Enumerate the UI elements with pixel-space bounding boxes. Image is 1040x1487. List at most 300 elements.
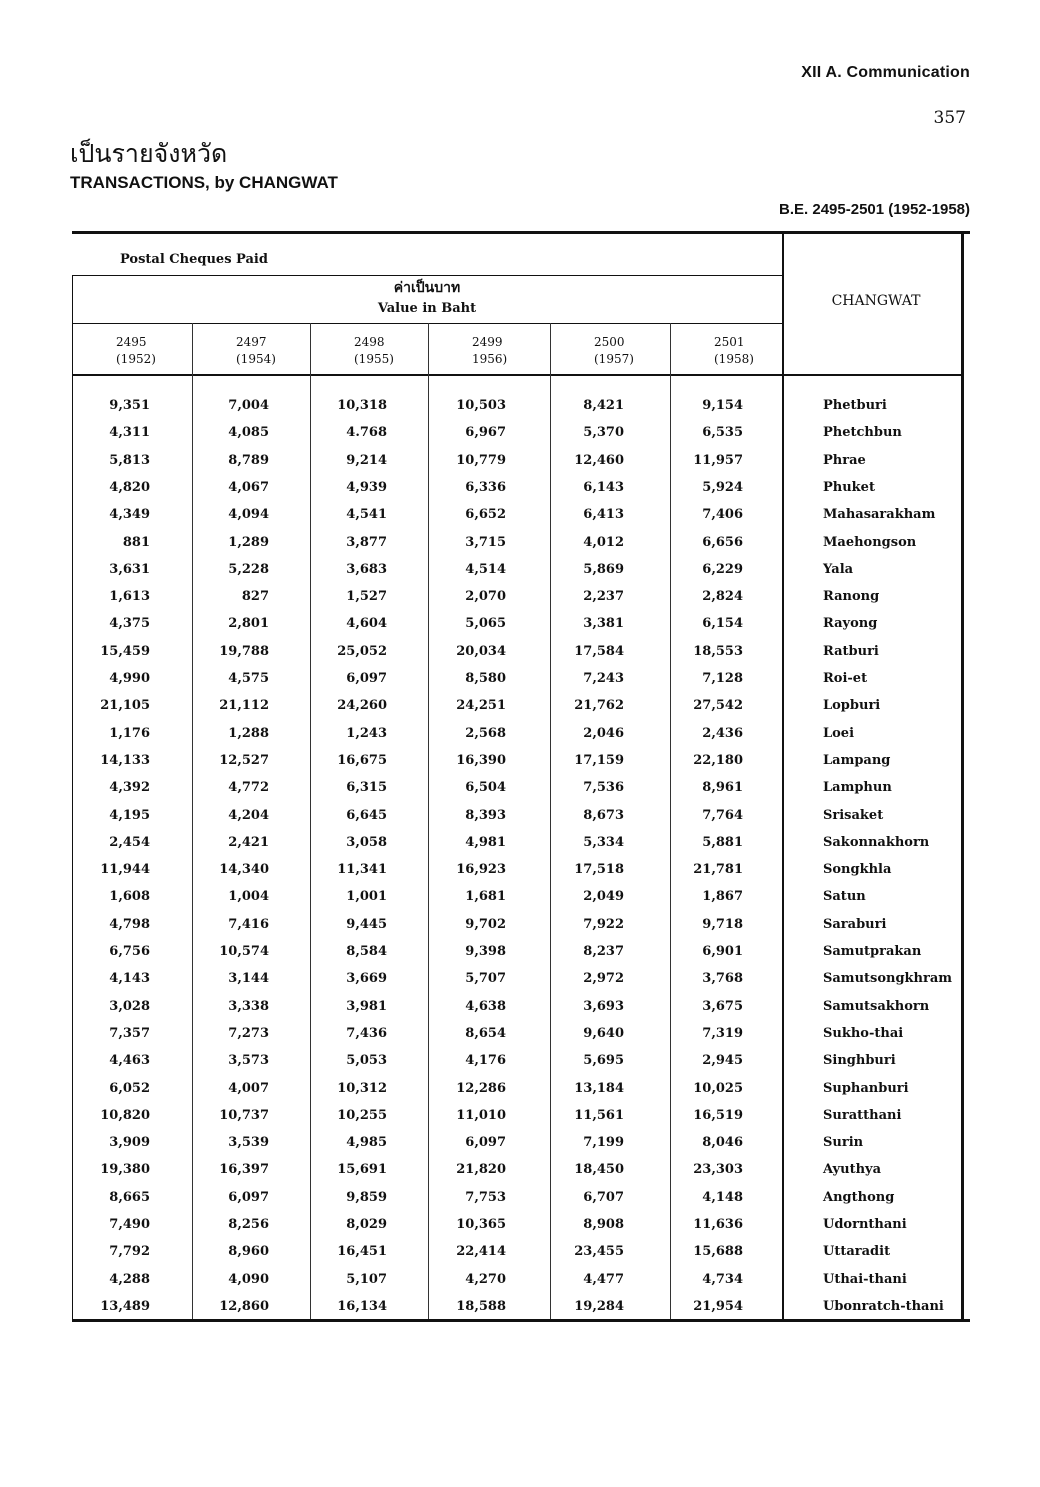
- table-row: [72, 831, 970, 858]
- value-cell: 6,143: [583, 479, 624, 495]
- value-cell: 827: [241, 589, 269, 605]
- table-row: [72, 1186, 970, 1213]
- value-cell: 9,859: [346, 1189, 387, 1205]
- value-cell: 16,451: [337, 1244, 387, 1260]
- value-cell: 21,112: [219, 698, 269, 714]
- table-row: [72, 694, 970, 721]
- value-cell: 1,527: [346, 589, 387, 605]
- value-cell: 4,094: [228, 507, 269, 523]
- value-cell: 11,944: [100, 862, 150, 878]
- table-row: [72, 558, 970, 585]
- table-row: [72, 1049, 970, 1076]
- value-cell: 15,691: [337, 1162, 387, 1178]
- value-cell: 6,097: [465, 1135, 506, 1151]
- table-row: [72, 1268, 970, 1295]
- year-header: [354, 334, 394, 368]
- value-cell: 9,445: [346, 916, 387, 932]
- value-cell: 11,636: [693, 1217, 743, 1232]
- table-row: [72, 885, 970, 912]
- table-row: [72, 749, 970, 776]
- value-cell: 21,954: [693, 1298, 743, 1314]
- value-cell: 7,128: [702, 671, 743, 686]
- value-cell: 2,801: [228, 616, 269, 632]
- changwat-name: Songkhla: [823, 862, 892, 878]
- value-cell: 7,490: [109, 1217, 150, 1232]
- year-ce: (1958): [714, 352, 754, 366]
- value-cell: 10,820: [100, 1107, 150, 1123]
- value-cell: 3,631: [109, 561, 150, 577]
- value-cell: 8,393: [465, 807, 506, 823]
- value-cell: 4,939: [346, 479, 387, 495]
- value-cell: 4,148: [702, 1189, 743, 1205]
- value-cell: 4,204: [228, 807, 269, 823]
- value-cell: 3,675: [702, 998, 743, 1014]
- table-row: [72, 1077, 970, 1104]
- year-be: 2495: [116, 335, 147, 349]
- value-cell: 18,450: [574, 1162, 624, 1178]
- changwat-name: Uthai-thani: [823, 1271, 907, 1287]
- value-cell: 4,375: [109, 616, 150, 632]
- value-in-baht-label: Value in Baht: [377, 301, 477, 316]
- changwat-name: Phetchbun: [823, 425, 902, 441]
- value-cell: 6,967: [465, 425, 506, 441]
- value-cell: 4,604: [346, 616, 387, 632]
- value-cell: 25,052: [337, 643, 387, 659]
- changwat-name: Sukho-thai: [823, 1025, 904, 1041]
- value-cell: 1,613: [109, 589, 150, 605]
- value-cell: 21,781: [693, 862, 743, 878]
- changwat-name: Angthong: [823, 1189, 895, 1205]
- changwat-name: Ranong: [823, 589, 880, 605]
- value-cell: 6,535: [702, 425, 743, 441]
- value-cell: 10,779: [456, 452, 506, 468]
- value-cell: 17,518: [574, 862, 624, 878]
- value-cell: 4,392: [109, 780, 150, 796]
- value-cell: 4,985: [346, 1135, 387, 1151]
- value-cell: 3,144: [228, 971, 269, 987]
- value-cell: 7,753: [465, 1189, 506, 1205]
- value-cell: 9,718: [702, 916, 743, 932]
- value-cell: 8,960: [228, 1244, 269, 1260]
- value-cell: 16,675: [337, 752, 387, 768]
- value-cell: 16,519: [693, 1107, 743, 1123]
- table-top-rule: [72, 231, 970, 234]
- changwat-name: Surin: [823, 1135, 864, 1151]
- changwat-name: Ratburi: [823, 643, 879, 659]
- table-row: [72, 804, 970, 831]
- value-cell: 1,004: [228, 889, 269, 905]
- value-cell: 2,421: [228, 834, 269, 850]
- value-cell: 8,961: [702, 780, 743, 796]
- value-cell: 6,652: [465, 507, 506, 523]
- value-cell: 1,289: [228, 534, 269, 550]
- table-row: [72, 476, 970, 503]
- year-be: 2501: [714, 335, 745, 349]
- year-be: 2498: [354, 335, 385, 349]
- table-row: [72, 967, 970, 994]
- table-row: [72, 1022, 970, 1049]
- value-cell: 7,273: [228, 1025, 269, 1041]
- value-cell: 4,463: [109, 1053, 150, 1069]
- year-ce: (1955): [354, 352, 394, 366]
- value-cell: 4,798: [109, 916, 150, 932]
- value-cell: 9,640: [583, 1025, 624, 1041]
- changwat-name: Sakonnakhorn: [823, 834, 930, 850]
- value-cell: 11,010: [456, 1107, 506, 1123]
- value-cell: 10,365: [456, 1217, 506, 1232]
- changwat-name: Phuket: [823, 479, 875, 495]
- value-cell: 4,311: [109, 425, 150, 441]
- value-cell: 11,957: [693, 452, 743, 468]
- value-cell: 2,945: [702, 1053, 743, 1069]
- changwat-name: Uttaradit: [823, 1244, 891, 1260]
- value-cell: 8,584: [346, 944, 387, 959]
- table-row: [72, 503, 970, 530]
- table-row: [72, 995, 970, 1022]
- changwat-name: Suphanburi: [823, 1080, 909, 1096]
- value-cell: 4,349: [109, 507, 150, 523]
- value-cell: 4,270: [465, 1271, 506, 1287]
- table-row: [72, 640, 970, 667]
- value-cell: 9,214: [346, 452, 387, 468]
- value-cell: 22,180: [693, 752, 743, 768]
- value-cell: 17,584: [574, 643, 624, 659]
- value-cell: 5,869: [583, 561, 624, 577]
- value-cell: 21,762: [574, 698, 624, 714]
- table-row: [72, 913, 970, 940]
- value-cell: 6,504: [465, 780, 506, 796]
- table-row: [72, 1240, 970, 1267]
- header-rule-3: [72, 374, 962, 376]
- changwat-name: Satun: [823, 889, 866, 905]
- value-cell: 2,972: [583, 971, 624, 987]
- value-cell: 7,357: [109, 1025, 150, 1041]
- value-cell: 9,398: [465, 944, 506, 959]
- year-header: [116, 334, 156, 368]
- value-cell: 5,053: [346, 1053, 387, 1069]
- value-cell: 14,340: [219, 862, 269, 878]
- value-cell: 12,460: [574, 452, 624, 468]
- value-cell: 1,176: [109, 725, 150, 741]
- value-cell: 10,025: [693, 1080, 743, 1096]
- value-cell: 2,070: [465, 589, 506, 605]
- value-cell: 7,319: [702, 1025, 743, 1041]
- value-cell: 3,669: [346, 971, 387, 987]
- value-cell: 11,561: [574, 1107, 624, 1123]
- value-cell: 1,608: [109, 889, 150, 905]
- value-cell: 12,286: [456, 1080, 506, 1096]
- value-cell: 10,255: [337, 1107, 387, 1123]
- value-cell: 10,318: [337, 398, 387, 413]
- value-cell: 3,381: [583, 616, 624, 632]
- value-cell: 12,860: [219, 1298, 269, 1314]
- table-row: [72, 940, 970, 967]
- table-row: [72, 1213, 970, 1240]
- table-row: [72, 394, 970, 421]
- value-cell: 8,256: [228, 1217, 269, 1232]
- value-cell: 2,824: [702, 589, 743, 605]
- table-row: [72, 612, 970, 639]
- value-cell: 4,007: [228, 1080, 269, 1096]
- value-cell: 6,656: [702, 534, 743, 550]
- value-cell: 8,654: [465, 1025, 506, 1041]
- value-cell: 2,436: [702, 725, 743, 741]
- value-cell: 3,715: [465, 534, 506, 550]
- section-heading: XII A. Communication: [801, 64, 970, 81]
- changwat-name: Phetburi: [823, 398, 887, 413]
- value-cell: 9,154: [702, 398, 743, 413]
- value-cell: 10,312: [337, 1080, 387, 1096]
- table-row: [72, 531, 970, 558]
- value-cell: 6,229: [702, 561, 743, 577]
- value-cell: 4,012: [583, 534, 624, 550]
- changwat-name: Samutsongkhram: [823, 971, 953, 987]
- value-cell: 2,046: [583, 725, 624, 741]
- value-cell: 4,772: [228, 780, 269, 796]
- value-cell: 7,792: [109, 1244, 150, 1260]
- value-cell: 4.768: [346, 425, 387, 441]
- value-cell: 5,228: [228, 561, 269, 577]
- value-cell: 2,568: [465, 725, 506, 741]
- table-row: [72, 667, 970, 694]
- value-cell: 8,673: [583, 807, 624, 823]
- value-cell: 5,065: [465, 616, 506, 632]
- thai-title: เป็นรายจังหวัด: [70, 139, 228, 168]
- value-cell: 15,459: [100, 643, 150, 659]
- value-cell: 7,243: [583, 671, 624, 686]
- header-rule-2: [72, 323, 782, 324]
- changwat-header: CHANGWAT: [831, 293, 921, 309]
- changwat-name: Samutprakan: [823, 944, 922, 959]
- changwat-name: Maehongson: [823, 534, 917, 550]
- value-cell: 4,514: [465, 561, 506, 577]
- value-cell: 6,413: [583, 507, 624, 523]
- value-cell: 8,580: [465, 671, 506, 686]
- value-cell: 7,416: [228, 916, 269, 932]
- value-cell: 4,981: [465, 834, 506, 850]
- value-cell: 3,338: [228, 998, 269, 1014]
- value-cell: 13,184: [574, 1080, 624, 1096]
- changwat-name: Lopburi: [823, 698, 881, 714]
- value-cell: 6,097: [228, 1189, 269, 1205]
- changwat-name: Saraburi: [823, 916, 887, 932]
- value-cell: 4,575: [228, 671, 269, 686]
- changwat-name: Singhburi: [823, 1053, 896, 1069]
- changwat-name: Srisaket: [823, 807, 884, 823]
- value-cell: 19,284: [574, 1298, 624, 1314]
- value-cell: 16,134: [337, 1298, 387, 1314]
- changwat-name: Yala: [823, 561, 854, 577]
- year-header: [594, 334, 634, 368]
- value-cell: 4,990: [109, 671, 150, 686]
- year-ce: (1957): [594, 352, 634, 366]
- value-cell: 7,536: [583, 780, 624, 796]
- value-cell: 1,243: [346, 725, 387, 741]
- table-row: [72, 585, 970, 612]
- value-cell: 2,454: [109, 834, 150, 850]
- value-cell: 6,645: [346, 807, 387, 823]
- value-cell: 3,909: [109, 1135, 150, 1151]
- table-row: [72, 1131, 970, 1158]
- value-cell: 4,085: [228, 425, 269, 441]
- changwat-name: Rayong: [823, 616, 878, 632]
- value-cell: 3,539: [228, 1135, 269, 1151]
- changwat-name: Samutsakhorn: [823, 998, 930, 1014]
- value-cell: 8,046: [702, 1135, 743, 1151]
- value-cell: 19,380: [100, 1162, 150, 1178]
- value-cell: 6,052: [109, 1080, 150, 1096]
- value-cell: 15,688: [693, 1244, 743, 1260]
- header-rule-1: [72, 275, 782, 276]
- table-row: [72, 1158, 970, 1185]
- changwat-name: Ubonratch-thani: [823, 1298, 944, 1314]
- value-cell: 21,820: [456, 1162, 506, 1178]
- value-cell: 18,553: [693, 643, 743, 659]
- value-cell: 5,370: [583, 425, 624, 441]
- changwat-name: Roi-et: [823, 671, 868, 686]
- value-cell: 12,527: [219, 752, 269, 768]
- value-cell: 20,034: [456, 643, 506, 659]
- table-row: [72, 449, 970, 476]
- changwat-name: Udornthani: [823, 1217, 907, 1232]
- page-title: TRANSACTIONS, by CHANGWAT: [70, 173, 338, 192]
- value-cell: 14,133: [100, 752, 150, 768]
- value-cell: 5,881: [702, 834, 743, 850]
- period-label: B.E. 2495-2501 (1952-1958): [779, 201, 970, 218]
- value-cell: 9,351: [109, 398, 150, 413]
- value-cell: 11,341: [337, 862, 387, 878]
- value-cell: 6,756: [109, 944, 150, 959]
- value-cell: 10,574: [219, 944, 269, 959]
- value-cell: 7,004: [228, 398, 269, 413]
- value-cell: 6,315: [346, 780, 387, 796]
- value-cell: 4,638: [465, 998, 506, 1014]
- year-be: 2500: [594, 335, 625, 349]
- year-be: 2499: [472, 335, 503, 349]
- value-cell: 1,681: [465, 889, 506, 905]
- changwat-name: Mahasarakham: [823, 507, 936, 523]
- value-cell: 6,901: [702, 944, 743, 959]
- value-cell: 5,107: [346, 1271, 387, 1287]
- value-cell: 18,588: [456, 1298, 506, 1314]
- changwat-name: Lampang: [823, 752, 891, 768]
- value-cell: 21,105: [100, 698, 150, 714]
- value-cell: 9,702: [465, 916, 506, 932]
- thai-value-label: ค่าเป็นบาท: [393, 280, 461, 296]
- value-cell: 10,503: [456, 398, 506, 413]
- value-cell: 23,303: [693, 1162, 743, 1178]
- value-cell: 7,764: [702, 807, 743, 823]
- value-cell: 8,908: [583, 1217, 624, 1232]
- value-cell: 4,820: [109, 479, 150, 495]
- value-cell: 7,436: [346, 1025, 387, 1041]
- value-cell: 3,693: [583, 998, 624, 1014]
- value-cell: 16,390: [456, 752, 506, 768]
- value-cell: 8,237: [583, 944, 624, 959]
- value-cell: 8,421: [583, 398, 624, 413]
- value-cell: 5,695: [583, 1053, 624, 1069]
- value-cell: 4,541: [346, 507, 387, 523]
- value-cell: 3,877: [346, 534, 387, 550]
- value-cell: 6,336: [465, 479, 506, 495]
- table-row: [72, 1295, 970, 1322]
- value-cell: 7,406: [702, 507, 743, 523]
- value-cell: 3,028: [109, 998, 150, 1014]
- value-cell: 3,683: [346, 561, 387, 577]
- table-row: [72, 858, 970, 885]
- value-cell: 22,414: [456, 1244, 506, 1260]
- value-cell: 19,788: [219, 643, 269, 659]
- value-cell: 7,922: [583, 916, 624, 932]
- year-header: [714, 334, 754, 368]
- table-row: [72, 1104, 970, 1131]
- value-cell: 4,143: [109, 971, 150, 987]
- value-cell: 24,251: [456, 698, 506, 714]
- value-cell: 24,260: [337, 698, 387, 714]
- table-row: [72, 722, 970, 749]
- value-cell: 23,455: [574, 1244, 624, 1260]
- value-cell: 1,288: [228, 725, 269, 741]
- value-cell: 5,707: [465, 971, 506, 987]
- value-cell: 3,768: [702, 971, 743, 987]
- value-cell: 3,573: [228, 1053, 269, 1069]
- year-header: [472, 334, 507, 368]
- value-cell: 4,288: [109, 1271, 150, 1287]
- value-cell: 4,195: [109, 807, 150, 823]
- value-cell: 4,067: [228, 479, 269, 495]
- postal-cheques-label: Postal Cheques Paid: [120, 252, 268, 267]
- value-cell: 2,237: [583, 589, 624, 605]
- value-cell: 2,049: [583, 889, 624, 905]
- year-header: [236, 334, 276, 368]
- value-cell: 8,789: [228, 452, 269, 468]
- value-cell: 6,097: [346, 671, 387, 686]
- year-ce: (1952): [116, 352, 156, 366]
- year-ce: (1954): [236, 352, 276, 366]
- changwat-name: Loei: [823, 725, 855, 741]
- value-cell: 1,001: [346, 889, 387, 905]
- value-cell: 3,058: [346, 834, 387, 850]
- value-cell: 10,737: [219, 1107, 269, 1123]
- changwat-name: Suratthani: [823, 1107, 902, 1123]
- changwat-name: Phrae: [823, 452, 866, 468]
- value-cell: 6,154: [702, 616, 743, 632]
- value-cell: 4,090: [228, 1271, 269, 1287]
- value-cell: 5,334: [583, 834, 624, 850]
- value-cell: 16,923: [456, 862, 506, 878]
- value-cell: 16,397: [219, 1162, 269, 1178]
- page-number: 357: [933, 108, 966, 128]
- changwat-name: Ayuthya: [823, 1162, 881, 1178]
- value-cell: 5,813: [109, 452, 150, 468]
- value-cell: 4,176: [465, 1053, 506, 1069]
- value-cell: 3,981: [346, 998, 387, 1014]
- value-cell: 4,477: [583, 1271, 624, 1287]
- value-cell: 1,867: [702, 889, 743, 905]
- value-cell: 13,489: [100, 1298, 150, 1314]
- year-be: 2497: [236, 335, 267, 349]
- value-cell: 17,159: [574, 752, 624, 768]
- value-cell: 7,199: [583, 1135, 624, 1151]
- year-ce: 1956): [472, 352, 508, 366]
- changwat-name: Lamphun: [823, 780, 892, 796]
- value-cell: 27,542: [693, 698, 743, 714]
- transactions-table: [72, 231, 970, 1325]
- value-cell: 8,029: [346, 1217, 387, 1232]
- value-cell: 4,734: [702, 1271, 743, 1287]
- value-cell: 881: [122, 534, 150, 550]
- value-cell: 8,665: [109, 1189, 150, 1205]
